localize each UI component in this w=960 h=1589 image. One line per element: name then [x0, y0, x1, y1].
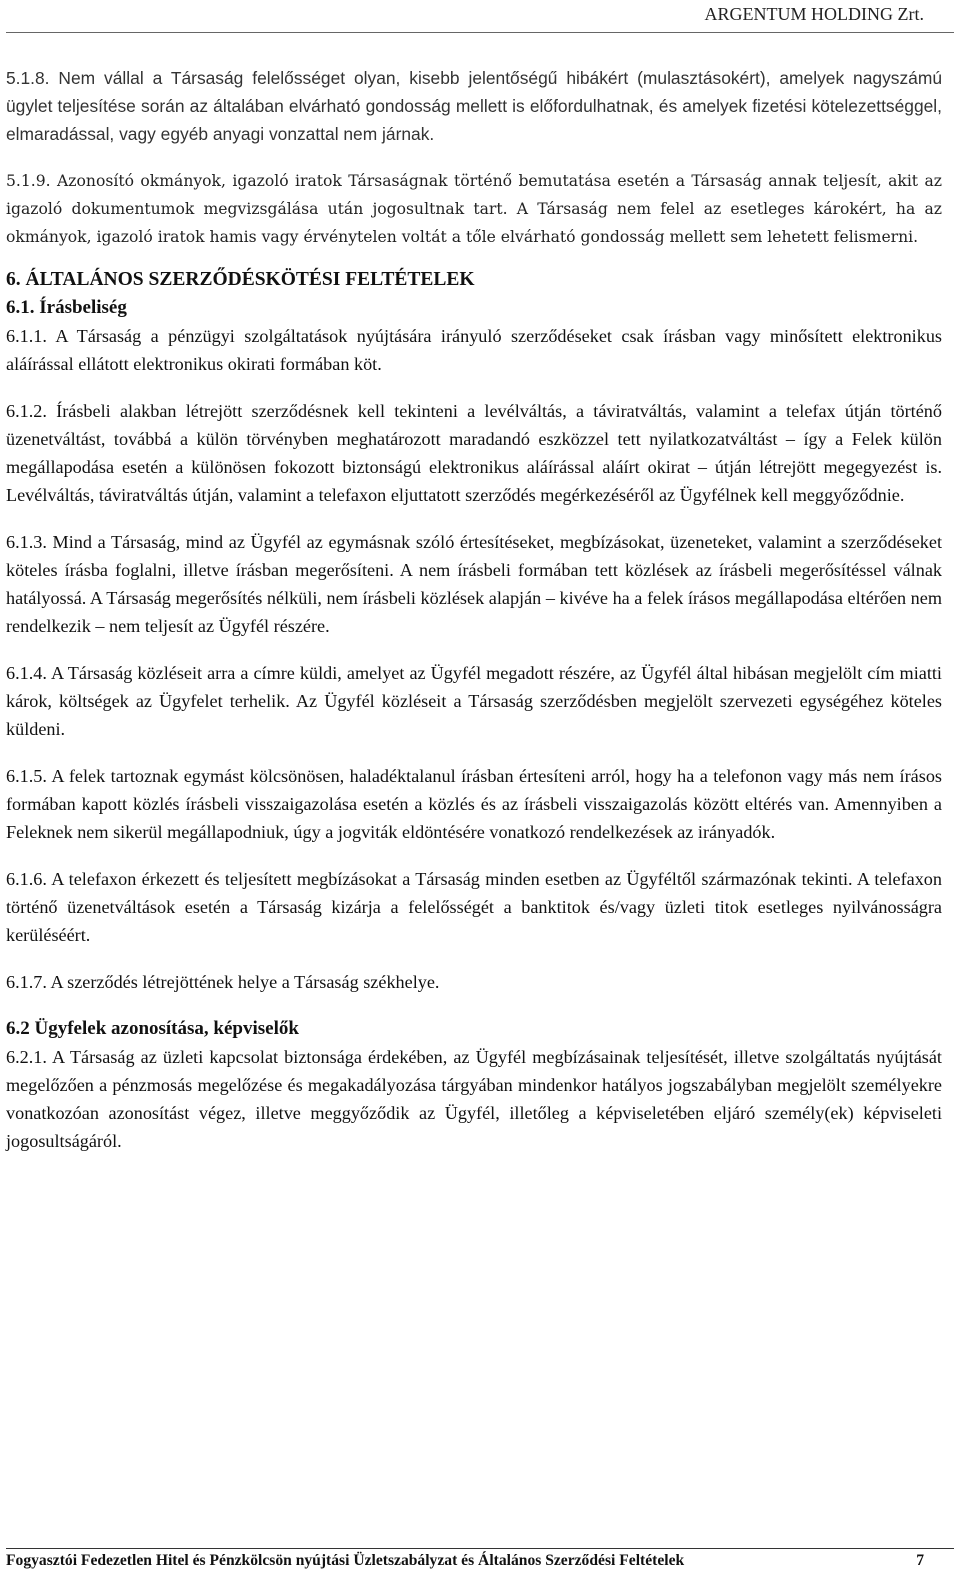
document-header-company: ARGENTUM HOLDING Zrt. [704, 4, 924, 24]
section-heading-6-1: 6.1. Írásbeliség [6, 297, 127, 318]
paragraph-6-2-1: 6.2.1. A Társaság az üzleti kapcsolat biztonsága érdekében, az Ügyfél megbízásainak teljesítését, illetve szolgáltatás nyújtását megelőzően a pénzmosás megelőzése és megakadályozása tárgyában mindenkor hatályos jogszabályban megjelölt személyekre vonatkozóan azonosítást végez, illetve meggyőződik az Ügyfél, illetőleg a képviseletében eljáró személy(ek) képviseleti jogosultságáról. [6, 1047, 942, 1151]
header-divider [6, 32, 954, 33]
paragraph-6-1-1: 6.1.1. A Társaság a pénzügyi szolgáltatások nyújtására irányuló szerződéseket csak írásban vagy minősített elektronikus aláírással ellátott elektronikus okirati formában köt. [6, 326, 942, 374]
footer-divider [6, 1548, 954, 1549]
paragraph-5-1-8: 5.1.8. Nem vállal a Társaság felelősséget olyan, kisebb jelentőségű hibákért (mulasztásokért), amelyek nagyszámú ügylet teljesítése során az általában elvárható gondosság mellett is előfordulhatnak, és amelyek fizetési kötelezettséggel, elmaradással, vagy egyéb anyagi vonzattal nem járnak. [6, 68, 942, 144]
paragraph-6-1-2: 6.1.2. Írásbeli alakban létrejött szerződésnek kell tekinteni a levélváltás, a táviratváltás, valamint a telefax útján történő üzenetváltást, továbbá a külön törvényben meghatározott maradandó eszközzel tett nyilatkozatváltást – így a Felek külön megállapodása esetén a különösen fokozott biztonságú elektronikus aláírással aláírt okirat – útján létrejött megegyezést is. Levélváltás, táviratváltás útján, valamint a telefaxon eljuttatott szerződés megérkezéséről az Ügyfélnek kell meggyőződnie. [6, 401, 942, 505]
paragraph-6-1-3: 6.1.3. Mind a Társaság, mind az Ügyfél az egymásnak szóló értesítéseket, megbízásokat, üzeneteket, valamint a szerződéseket köteles írásba foglalni, illetve írásban megerősíteni. A nem írásbeli formában tett közlések az írásbeli megerősítéssel válnak hatályossá. A Társaság megerősítés nélküli, nem írásbeli közlések alapján – kivéve ha a felek írásos megállapodása eltérően nem rendelkezik – nem teljesít az Ügyfél részére. [6, 532, 942, 636]
document-body [6, 64, 942, 1174]
section-heading-6: 6. ÁLTALÁNOS SZERZŐDÉSKÖTÉSI FELTÉTELEK [6, 269, 475, 290]
paragraph-5-1-9: 5.1.9. Azonosító okmányok, igazoló iratok Társaságnak történő bemutatása esetén a Társaság annak teljesít, akit az igazoló dokumentumok megvizsgálása után jogosultnak tart. A Társaság nem felel az esetleges károkért, ha az okmányok, igazoló iratok hamis vagy érvénytelen voltát a tőle elvárható gondosság mellett sem lehetett felismerni. [6, 172, 942, 246]
paragraph-6-1-4: 6.1.4. A Társaság közléseit arra a címre küldi, amelyet az Ügyfél megadott részére, az Ügyfél által hibásan megjelölt cím miatti károk, költségek az Ügyfelet terhelik. Az Ügyfél közléseit a Társaság szerződésben megjelölt szervezeti egységéhez köteles küldeni. [6, 663, 942, 739]
section-heading-6-2: 6.2 Ügyfelek azonosítása, képviselők [6, 1018, 299, 1039]
paragraph-6-1-5: 6.1.5. A felek tartoznak egymást kölcsönösen, haladéktalanul írásban értesíteni arról, hogy ha a telefonon vagy más nem írásos formában kapott közlés írásbeli visszaigazolása esetén a közlés és az írásbeli visszaigazolás között eltérés van. Amennyiben a Feleknek nem sikerül megállapodniuk, úgy a jogviták eldöntésére vonatkozó rendelkezések az irányadók. [6, 766, 942, 842]
footer-document-title: Fogyasztói Fedezetlen Hitel és Pénzkölcsön nyújtási Üzletszabályzat és Általános Szerződési Feltételek [6, 1552, 685, 1569]
paragraph-6-1-7: 6.1.7. A szerződés létrejöttének helye a Társaság székhelye. [6, 972, 440, 992]
footer-page-number: 7 [916, 1552, 924, 1569]
paragraph-6-1-6: 6.1.6. A telefaxon érkezett és teljesített megbízásokat a Társaság minden esetben az Ügyféltől származónak tekinti. A telefaxon történő üzenetváltások esetén a Társaság kizárja a felelősségét a banktitok és/vagy üzleti titok esetleges nyilvánosságra kerüléséért. [6, 869, 942, 945]
